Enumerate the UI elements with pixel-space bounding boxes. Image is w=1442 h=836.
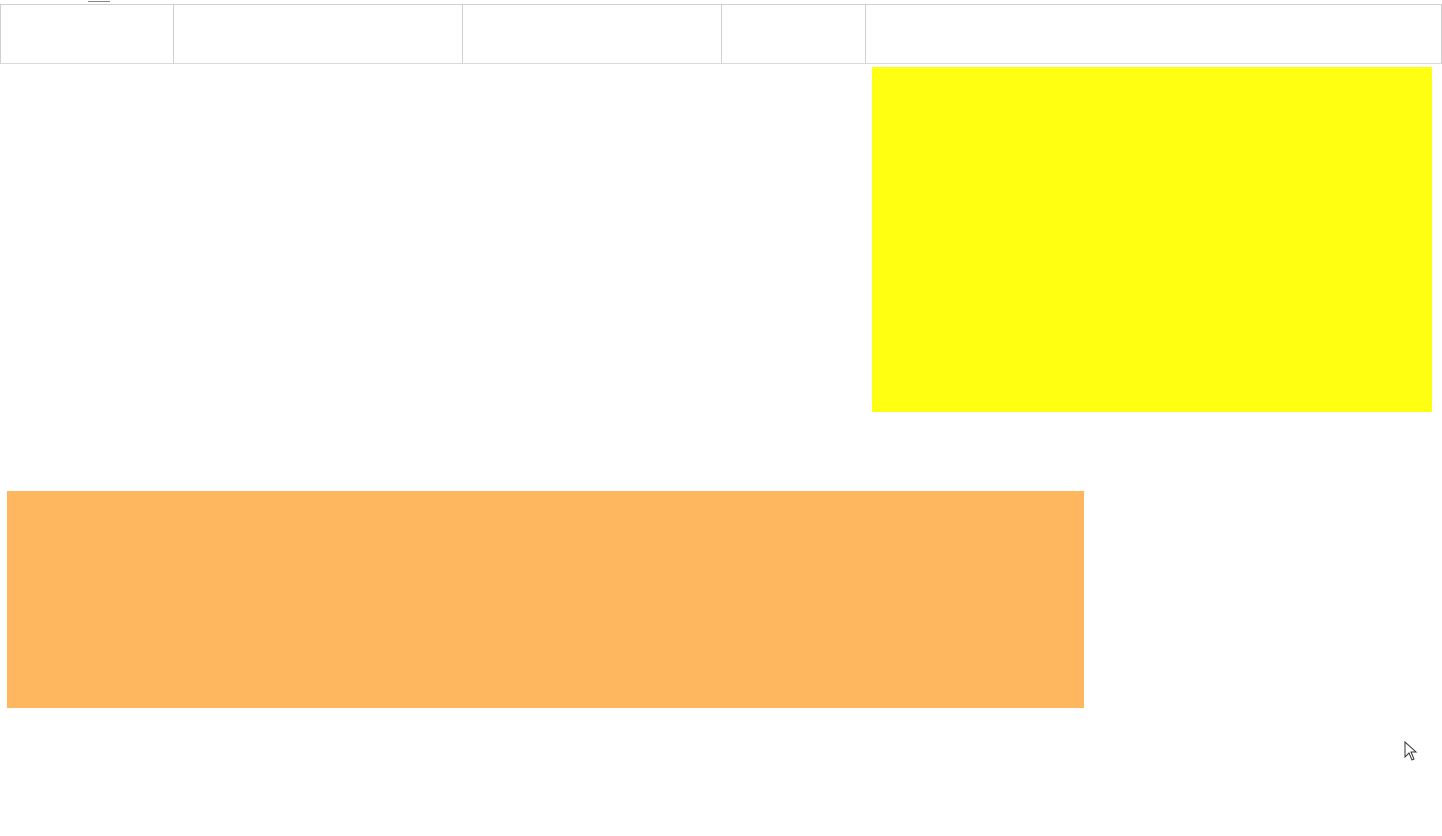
yellow-highlight [872,67,1432,412]
header-comments[interactable] [865,5,1442,63]
clipped-text-fragment [88,0,110,2]
header-affected-document[interactable] [462,5,722,63]
header-event[interactable] [173,5,463,63]
mouse-pointer-icon [1404,741,1418,761]
header-time-date[interactable] [0,5,174,63]
table-header [0,4,1442,64]
orange-highlight [7,491,1084,708]
header-responsible-party[interactable] [721,5,866,63]
